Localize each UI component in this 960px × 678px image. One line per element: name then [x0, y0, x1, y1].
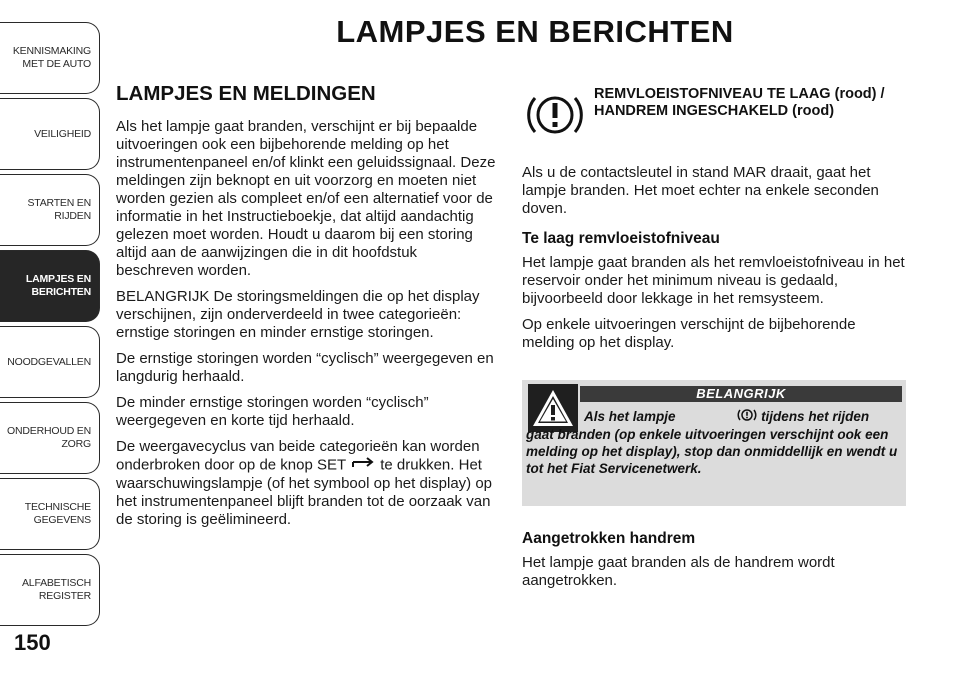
left-column — [116, 82, 498, 537]
tab-label: VEILIGHEID — [34, 127, 91, 140]
ignition-paragraph: Als u de contactsleutel in stand MAR draait, gaat het lampje branden. Het moet echter na enkele seconden doven. — [522, 164, 879, 217]
handbrake-paragraph: Het lampje gaat branden als de handrem wordt aangetrokken. — [522, 554, 835, 589]
page-number: 150 — [14, 630, 51, 655]
tab-label: ONDERHOUD EN ZORG — [7, 425, 91, 450]
set-button-icon — [350, 456, 376, 475]
tab-noodgevallen[interactable] — [0, 326, 100, 398]
important-text — [526, 408, 900, 477]
tab-label: KENNISMAKING MET DE AUTO — [12, 45, 91, 70]
display-message-paragraph: Op enkele uitvoeringen verschijnt de bijbehorende melding op het display. — [522, 316, 856, 351]
tab-technische[interactable] — [0, 478, 100, 550]
tab-kennismaking[interactable] — [0, 22, 100, 94]
intro-paragraph: Als het lampje gaat branden, verschijnt er bij bepaalde uitvoeringen ook een bijbehorende melding op het instrumentenpaneel en/of klinkt een geluidssignaal. Deze meldingen zijn beknopt en uit voorzorg en moeten niet worden gezien als compleet en/of een alternatief voor de informatie in het Instructieboekje, dat altijd aandachtig gelezen moet worden. Houdt u daarom bij een storing altijd aan de aanwijzingen die in dit hoofdstuk beschreven worden. — [116, 118, 496, 279]
fluid-level-paragraph: Het lampje gaat branden als het remvloeistofniveau in het reservoir onder het minimum niveau is gedaald, bijvoorbeeld door lekkage in het remsysteem. — [522, 254, 905, 307]
section-heading: LAMPJES EN MELDINGEN — [116, 82, 376, 105]
important-text-a: Als het lampje — [584, 409, 676, 424]
important-text-b: tijdens het rijden gaat branden (op enkele uitvoeringen verschijnt ook een melding op het display), stop dan onmiddellijk en wendt u tot het Fiat Servicenetwerk. — [526, 409, 898, 477]
subheading-handbrake: Aangetrokken handrem — [522, 530, 696, 547]
brake-lamp-header — [522, 82, 908, 158]
tab-label: ALFABETISCH REGISTER — [22, 577, 91, 602]
brake-warning-small-icon — [679, 408, 757, 426]
subheading-fluid-level: Te laag remvloeistofniveau — [522, 230, 720, 247]
lamp-title: REMVLOEISTOFNIVEAU TE LAAG (rood) / HANDREM INGESCHAKELD (rood) — [594, 86, 885, 119]
page-title: LAMPJES EN BERICHTEN — [336, 14, 734, 49]
cycle-paragraph — [116, 438, 498, 529]
tab-label: NOODGEVALLEN — [7, 355, 91, 368]
cycle-text-a: De weergavecyclus van beide categorieën kan worden onderbroken door op de knop SET — [116, 438, 480, 474]
tab-lampjes[interactable] — [0, 250, 100, 322]
tab-label: TECHNISCHE GEGEVENS — [24, 501, 91, 526]
important-box — [522, 380, 906, 506]
tab-starten[interactable] — [0, 174, 100, 246]
cycle-text-b: te drukken. Het waarschuwingslampje (of het symbool op het display) op het instrumentenpaneel blijft branden tot de oorzaak van de storing is geëlimineerd. — [116, 456, 493, 528]
tab-label: STARTEN EN RIJDEN — [27, 197, 91, 222]
brake-warning-icon — [526, 90, 584, 140]
tab-onderhoud[interactable] — [0, 402, 100, 474]
minor-faults-paragraph: De minder ernstige storingen worden “cyclisch” weergegeven en korte tijd herhaald. — [116, 394, 429, 429]
tab-label: LAMPJES EN BERICHTEN — [25, 273, 91, 298]
serious-faults-paragraph: De ernstige storingen worden “cyclisch” weergegeven en langdurig herhaald. — [116, 350, 494, 385]
important-label: BELANGRIJK — [580, 386, 902, 402]
tab-veiligheid[interactable] — [0, 98, 100, 170]
important-paragraph: BELANGRIJK De storingsmeldingen die op het display verschijnen, zijn onderverdeeld in twee categorieën: ernstige storingen en minder ernstige storingen. — [116, 288, 480, 341]
right-column — [522, 82, 908, 598]
tab-register[interactable] — [0, 554, 100, 626]
